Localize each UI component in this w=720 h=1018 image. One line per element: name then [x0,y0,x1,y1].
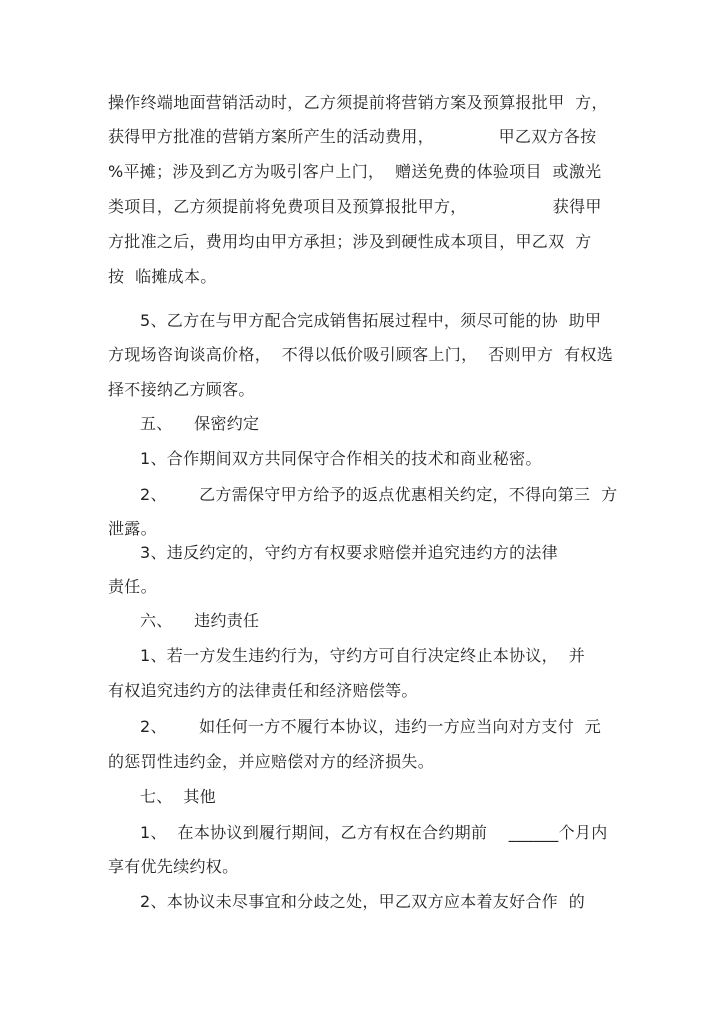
paragraph-line: 方现场咨询谈高价格， 不得以低价吸引顾客上门， 否则甲方 有权选 [108,345,614,364]
paragraph-line: 3、违反约定的，守约方有权要求赔偿并追究违约方的法律 [140,543,558,562]
paragraph-line: 有权追究违约方的法律责任和经济赔偿等。 [108,681,418,700]
paragraph-line: 1、合作期间双方共同保守合作相关的技术和商业秘密。 [140,449,542,468]
paragraph-line: 操作终端地面营销活动时，乙方须提前将营销方案及预算报批甲 方， [108,93,608,112]
paragraph-line: 2、 乙方需保守甲方给予的返点优惠相关约定，不得向第三 方 [140,485,618,504]
paragraph-line: 方批准之后，费用均由甲方承担；涉及到硬性成本项目，甲乙双 方 [108,232,592,251]
paragraph-line: 的惩罚性违约金，并应赔偿对方的经济损失。 [108,752,435,771]
paragraph-line: 类项目，乙方须提前将免费项目及预算报批甲方， 获得甲 [108,197,602,216]
section-heading: 七、 其他 [140,787,216,806]
paragraph-line: 2、 如任何一方不履行本协议，违约一方应当向对方支付 元 [140,717,602,736]
paragraph-line: 泄露。 [108,519,157,538]
paragraph-line: 1、 在本协议到履行期间，乙方有权在合约期前 ______个月内 [140,823,608,842]
paragraph-line: %平摊；涉及到乙方为吸引客户上门， 赠送免费的体验项目 或激光 [108,162,602,181]
paragraph-line: 享有优先续约权。 [108,857,239,876]
section-heading: 六、 违约责任 [140,611,260,630]
paragraph-line: 择不接纳乙方顾客。 [108,380,255,399]
paragraph-line: 获得甲方批准的营销方案所产生的活动费用， 甲乙双方各按 [108,127,597,146]
paragraph-line: 5、乙方在与甲方配合完成销售拓展过程中，须尽可能的协 助甲 [140,311,602,330]
paragraph-line: 1、若一方发生违约行为，守约方可自行决定终止本协议， 并 [140,646,586,665]
paragraph-line: 2、本协议未尽事宜和分歧之处，甲乙双方应本着友好合作 的 [140,892,586,911]
paragraph-line: 责任。 [108,577,157,596]
paragraph-line: 按 临摊成本。 [108,267,217,286]
section-heading: 五、 保密约定 [140,414,260,433]
